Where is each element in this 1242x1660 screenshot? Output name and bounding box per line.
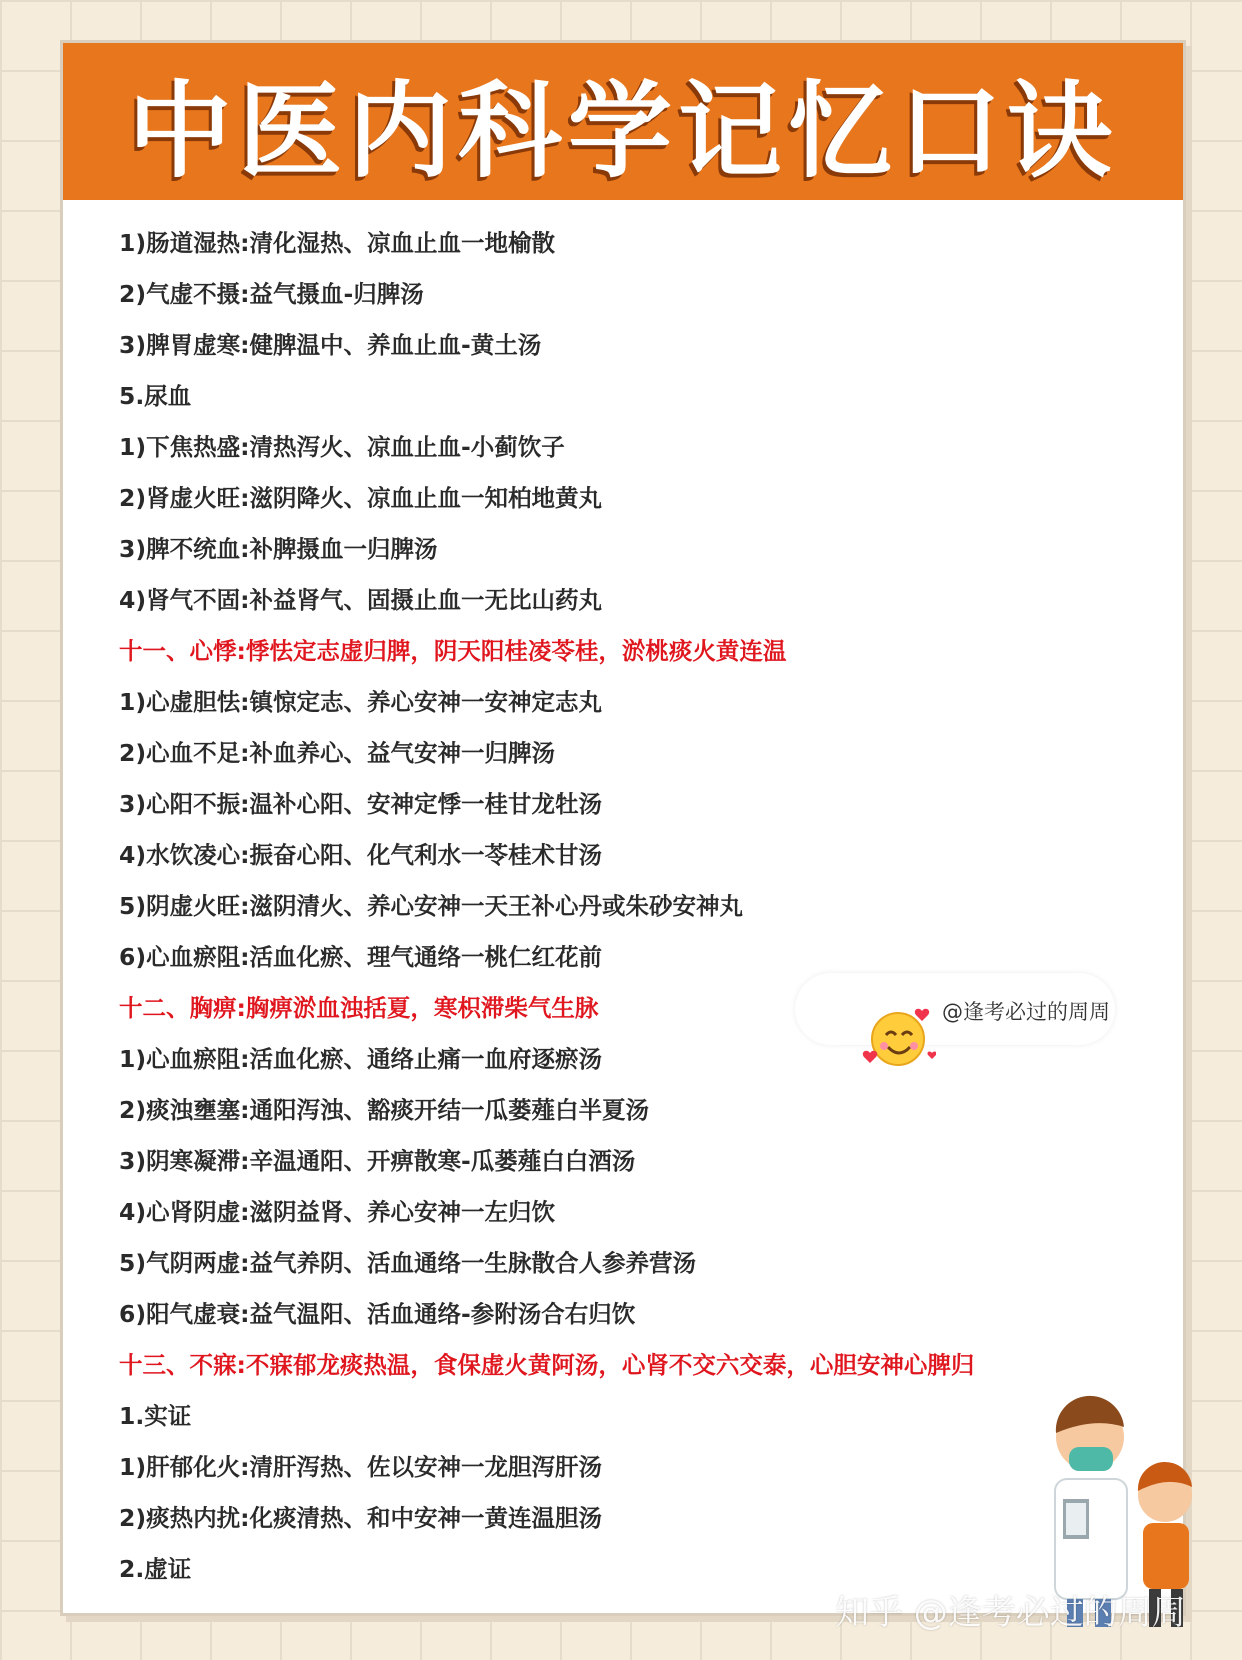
list-item: 5)气阴两虚:益气养阴、活血通络一生脉散合人参养营汤 [119,1249,696,1277]
list-item: 4)心肾阴虚:滋阴益肾、养心安神一左归饮 [119,1198,555,1226]
page-title: 中医内科学记忆口诀 [127,69,1118,192]
list-item: 4)水饮凌心:振奋心阳、化气利水一苓桂术甘汤 [119,841,602,869]
list-item: 2)痰热内扰:化痰清热、和中安神一黄连温胆汤 [119,1504,602,1532]
smiling-face-hearts-icon [862,1005,936,1069]
list-item: 3)脾不统血:补脾摄血一归脾汤 [119,535,438,563]
list-item: 3)脾胃虚寒:健脾温中、养血止血-黄土汤 [119,331,542,359]
author-handle: @逢考必过的周周 [942,1000,1110,1024]
list-item: 6)心血瘀阻:活血化瘀、理气通络一桃仁红花前 [119,943,602,971]
list-item: 5.尿血 [119,382,192,410]
zhihu-watermark: 知乎 @逢考必过的周周 [835,1593,1186,1633]
list-item: 1)心血瘀阻:活血化瘀、通络止痛一血府逐瘀汤 [119,1045,602,1073]
list-item: 3)心阳不振:温补心阳、安神定悸一桂甘龙牡汤 [119,790,602,818]
list-item: 2)痰浊壅塞:通阳泻浊、豁痰开结一瓜蒌薤白半夏汤 [119,1096,649,1124]
list-item: 1)心虚胆怯:镇惊定志、养心安神一安神定志丸 [119,688,602,716]
list-item: 1)肝郁化火:清肝泻热、佐以安神一龙胆泻肝汤 [119,1453,602,1481]
list-item: 1)肠道湿热:清化湿热、凉血止血一地榆散 [119,229,555,257]
list-item: 2)心血不足:补血养心、益气安神一归脾汤 [119,739,555,767]
title-banner [63,43,1183,200]
list-item: 6)阳气虚衰:益气温阳、活血通络-参附汤合右归饮 [119,1300,636,1328]
section-heading: 十一、心悸:悸怯定志虚归脾，阴天阳桂凌苓桂，淤桃痰火黄连温 [119,637,787,665]
mnemonic-list [119,218,974,1595]
list-item: 2.虚证 [119,1555,192,1583]
list-item: 2)肾虚火旺:滋阴降火、凉血止血一知柏地黄丸 [119,484,602,512]
list-item: 1)下焦热盛:清热泻火、凉血止血-小蓟饮子 [119,433,565,461]
list-item: 5)阴虚火旺:滋阴清火、养心安神一天王补心丹或朱砂安神丸 [119,892,743,920]
list-item: 1.实证 [119,1402,192,1430]
list-item: 2)气虚不摄:益气摄血-归脾汤 [119,280,424,308]
content-card [60,40,1186,1616]
list-item: 4)肾气不固:补益肾气、固摄止血一无比山药丸 [119,586,602,614]
section-heading: 十二、胸痹:胸痹淤血浊括夏，寒枳滞柴气生脉 [119,994,599,1022]
section-heading: 十三、不寐:不寐郁龙痰热温，食保虚火黄阿汤，心肾不交六交泰，心胆安神心脾归 [119,1351,975,1379]
list-item: 3)阴寒凝滞:辛温通阳、开痹散寒-瓜蒌薤白白酒汤 [119,1147,636,1175]
